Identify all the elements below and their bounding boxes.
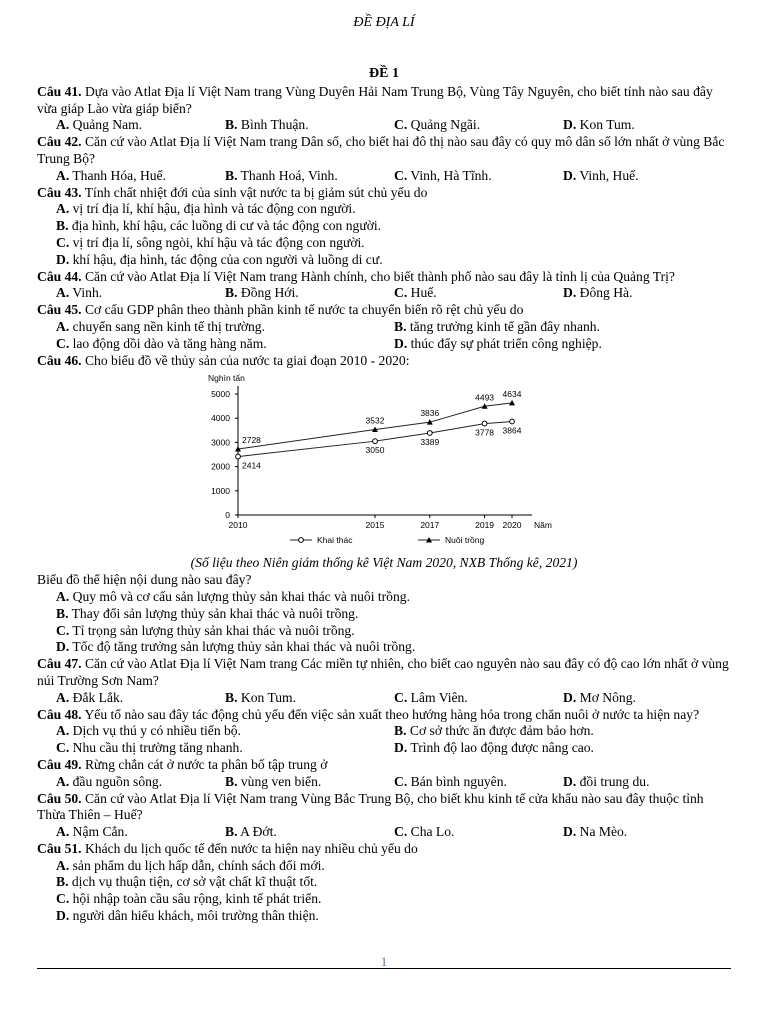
option-c[interactable]: C. Tỉ trọng sản lượng thủy sản khai thác và nuôi trồng. [56, 622, 355, 638]
option-b[interactable]: B. A Đớt. [225, 824, 277, 840]
x-tick-label: 2020 [502, 520, 522, 531]
fisheries-line-chart [192, 369, 572, 555]
question-text: Cơ cấu GDP phân theo thành phần kinh tế nước ta chuyển biến rõ rệt chủ yếu do [84, 302, 524, 318]
question-42 [37, 134, 731, 168]
question-text: Tính chất nhiệt đới của sinh vật nước ta bị giảm sút chủ yếu do [84, 184, 428, 200]
data-label: 3050 [365, 445, 385, 456]
y-tick-label: 3000 [211, 437, 230, 448]
legend-label: Khai thác [317, 535, 353, 546]
question-46-option-d-row [37, 639, 731, 656]
question-49 [37, 757, 731, 774]
question-46 [37, 353, 731, 370]
question-46-option-b-row [37, 606, 731, 623]
footer-rule [37, 968, 731, 969]
option-c[interactable]: C. hội nhập toàn cầu sâu rộng, kinh tế phát triển. [56, 891, 322, 907]
data-label: 2414 [242, 460, 261, 471]
y-tick-label: 1000 [211, 486, 230, 497]
option-b[interactable]: B. dịch vụ thuận tiện, cơ sở vật chất kĩ thuật tốt. [56, 874, 318, 890]
option-a[interactable]: A. Đắk Lắk. [56, 689, 124, 705]
data-label: 4634 [502, 389, 522, 400]
option-c[interactable]: C. Cha Lo. [394, 824, 455, 840]
question-46-option-a-row [37, 589, 731, 606]
option-d[interactable]: D. đồi trung du. [563, 773, 650, 789]
exam-content [37, 66, 731, 925]
option-a[interactable]: A. Vinh. [56, 285, 103, 301]
option-a[interactable]: A. Dịch vụ thú y có nhiều tiến bộ. [56, 723, 242, 739]
question-text: Rừng chắn cát ở nước ta phân bố tập trung ở [84, 756, 328, 772]
question-43-option-c-row [37, 235, 731, 252]
option-a[interactable]: A. chuyển sang nền kinh tế thị trường. [56, 318, 265, 334]
option-a[interactable]: A. Thanh Hóa, Huế. [56, 167, 166, 183]
question-43-option-b-row [37, 218, 731, 235]
option-c[interactable]: C. vị trí địa lí, sông ngòi, khí hậu và tác động con người. [56, 234, 365, 250]
option-b[interactable]: B. vùng ven biển. [225, 773, 322, 789]
option-a[interactable]: A. vị trí địa lí, khí hậu, địa hình và tác động con người. [56, 201, 356, 217]
option-d[interactable]: D. Tốc độ tăng trưởng sản lượng thủy sản khai thác và nuôi trồng. [56, 639, 416, 655]
question-50 [37, 791, 731, 825]
option-d[interactable]: D. thúc đẩy sự phát triển công nghiệp. [394, 335, 602, 351]
chart-container [37, 369, 731, 555]
x-tick-label: 2010 [228, 520, 248, 531]
question-text: Căn cứ vào Atlat Địa lí Việt Nam trang Dân số, cho biết hai đô thị nào sau đây có quy mô dân số lớn nhất ở vùng Bắc Trung Bộ? [37, 134, 725, 166]
question-text: Cho biểu đồ về thủy sản của nước ta giai đoạn 2010 - 2020: [84, 352, 410, 368]
y-tick-label: 0 [225, 510, 230, 521]
question-42-options [37, 168, 731, 185]
question-49-options [37, 774, 731, 791]
option-c[interactable]: C. Quảng Ngãi. [394, 117, 481, 133]
question-51-option-d-row [37, 908, 731, 925]
question-44 [37, 269, 731, 286]
data-point-khai-thac [427, 431, 432, 436]
question-text: Căn cứ vào Atlat Địa lí Việt Nam trang Hành chính, cho biết thành phố nào sau đây là tỉnh lị của Quảng Trị? [84, 268, 675, 284]
option-b[interactable]: B. tăng trưởng kinh tế gần đây nhanh. [394, 318, 600, 334]
option-d[interactable]: D. người dân hiếu khách, môi trường thân thiện. [56, 908, 319, 924]
data-point-khai-thac [482, 422, 487, 427]
question-46-option-c-row [37, 623, 731, 640]
option-c[interactable]: C. Vinh, Hà Tĩnh. [394, 167, 492, 183]
option-d[interactable]: D. Kon Tum. [563, 117, 635, 133]
question-number: Câu 47. [37, 656, 82, 672]
question-45 [37, 302, 731, 319]
option-d[interactable]: D. Đông Hà. [563, 285, 633, 301]
option-b[interactable]: B. Thay đổi sản lượng thủy sản khai thác và nuôi trồng. [56, 605, 359, 621]
x-tick-label: 2015 [365, 520, 385, 531]
question-text: Khách du lịch quốc tế đến nước ta hiện nay nhiều chủ yếu do [84, 840, 418, 856]
question-46-prompt: Biểu đồ thể hiện nội dung nào sau đây? [37, 572, 252, 588]
option-a[interactable]: A. Quảng Nam. [56, 117, 143, 133]
legend-label: Nuôi trồng [445, 535, 485, 546]
y-tick-label: 5000 [211, 389, 230, 400]
option-b[interactable]: B. Cơ sở thức ăn được đảm bảo hơn. [394, 723, 594, 739]
question-43-option-a-row [37, 201, 731, 218]
x-axis-label: Năm [534, 520, 552, 531]
data-label: 3864 [502, 425, 522, 436]
option-b[interactable]: B. Đồng Hới. [225, 285, 299, 301]
question-number: Câu 41. [37, 83, 82, 99]
question-45-options-row2 [37, 336, 731, 353]
y-tick-label: 2000 [211, 461, 230, 472]
y-axis-label: Nghìn tấn [208, 373, 245, 384]
question-48 [37, 707, 731, 724]
option-a[interactable]: A. đầu nguồn sông. [56, 773, 163, 789]
option-a[interactable]: A. sản phẩm du lịch hấp dẫn, chính sách đổi mới. [56, 857, 325, 873]
y-tick-label: 4000 [211, 413, 230, 424]
data-label: 4493 [475, 392, 495, 403]
question-41 [37, 84, 731, 118]
question-number: Câu 43. [37, 184, 82, 200]
question-number: Câu 51. [37, 840, 82, 856]
option-c[interactable]: C. Nhu cầu thị trường tăng nhanh. [56, 740, 243, 756]
x-tick-label: 2019 [475, 520, 495, 531]
exam-title: ĐỀ 1 [369, 66, 399, 81]
question-number: Câu 48. [37, 706, 82, 722]
page-number: 1 [380, 954, 388, 969]
question-44-options [37, 285, 731, 302]
option-d[interactable]: D. khí hậu, địa hình, tác động của con người và luồng di cư. [56, 251, 383, 267]
option-b[interactable]: B. Bình Thuận. [225, 117, 309, 133]
option-d[interactable]: D. Trình độ lao động được nâng cao. [394, 740, 594, 756]
option-c[interactable]: C. Bán bình nguyên. [394, 773, 507, 789]
question-50-options [37, 824, 731, 841]
question-48-options-row2 [37, 740, 731, 757]
question-number: Câu 42. [37, 134, 82, 150]
data-point-nuoi-trong [509, 400, 515, 406]
question-48-options-row1 [37, 723, 731, 740]
question-text: Căn cứ vào Atlat Địa lí Việt Nam trang Vùng Bắc Trung Bộ, cho biết khu kinh tế cửa khẩu nào sau đây thuộc tỉnh Thừa Thiên – Huế? [37, 790, 704, 823]
question-text: Yếu tố nào sau đây tác động chủ yếu đến việc sản xuất theo hướng hàng hóa trong chăn nuôi ở nước ta hiện nay? [84, 706, 700, 722]
question-number: Câu 50. [37, 790, 82, 806]
document-header: ĐỀ ĐỊA LÍ [353, 15, 415, 30]
question-text: Căn cứ vào Atlat Địa lí Việt Nam trang Các miền tự nhiên, cho biết cao nguyên nào sau đây có độ cao lớn nhất ở vùng núi Trường Sơn Nam? [37, 656, 729, 688]
question-51 [37, 841, 731, 858]
question-41-options [37, 117, 731, 134]
option-b[interactable]: B. Thanh Hoá, Vinh. [225, 167, 338, 183]
question-45-options-row1 [37, 319, 731, 336]
legend-marker-khai-thac [299, 538, 304, 543]
question-47-options [37, 690, 731, 707]
option-d[interactable]: D. Na Mèo. [563, 824, 628, 840]
data-point-khai-thac [236, 455, 241, 460]
question-43-option-d-row [37, 252, 731, 269]
question-number: Câu 44. [37, 268, 82, 284]
data-label: 3778 [475, 427, 495, 438]
option-b[interactable]: B. Kon Tum. [225, 689, 297, 705]
option-a[interactable]: A. Quy mô và cơ cấu sản lượng thủy sản khai thác và nuôi trồng. [56, 588, 410, 604]
option-a[interactable]: A. Nậm Cắn. [56, 824, 128, 840]
question-51-option-a-row [37, 858, 731, 875]
question-text: Dựa vào Atlat Địa lí Việt Nam trang Vùng Duyên Hải Nam Trung Bộ, Vùng Tây Nguyên, cho biết tỉnh nào sau đây vừa giáp Lào vừa giáp biển? [37, 83, 713, 116]
option-d[interactable]: D. Vinh, Huế. [563, 167, 639, 183]
option-d[interactable]: D. Mơ Nông. [563, 689, 636, 705]
data-label: 3532 [365, 415, 385, 426]
data-label: 3836 [420, 408, 440, 419]
data-label: 2728 [242, 435, 261, 446]
option-c[interactable]: C. lao động dồi dào và tăng hàng năm. [56, 335, 267, 351]
question-51-option-c-row [37, 891, 731, 908]
data-label: 3389 [420, 437, 440, 448]
question-number: Câu 46. [37, 352, 82, 368]
option-c[interactable]: C. Lâm Viên. [394, 689, 468, 705]
x-tick-label: 2017 [420, 520, 440, 531]
question-number: Câu 49. [37, 756, 82, 772]
question-43 [37, 185, 731, 202]
option-b[interactable]: B. địa hình, khí hậu, các luồng di cư và tác động con người. [56, 218, 382, 234]
question-51-option-b-row [37, 874, 731, 891]
data-point-khai-thac [373, 439, 378, 444]
option-c[interactable]: C. Huế. [394, 285, 437, 301]
question-47 [37, 656, 731, 690]
question-number: Câu 45. [37, 302, 82, 318]
chart-source: (Số liệu theo Niên giám thống kê Việt Nam 2020, NXB Thống kê, 2021) [190, 555, 578, 571]
data-point-khai-thac [510, 419, 515, 424]
